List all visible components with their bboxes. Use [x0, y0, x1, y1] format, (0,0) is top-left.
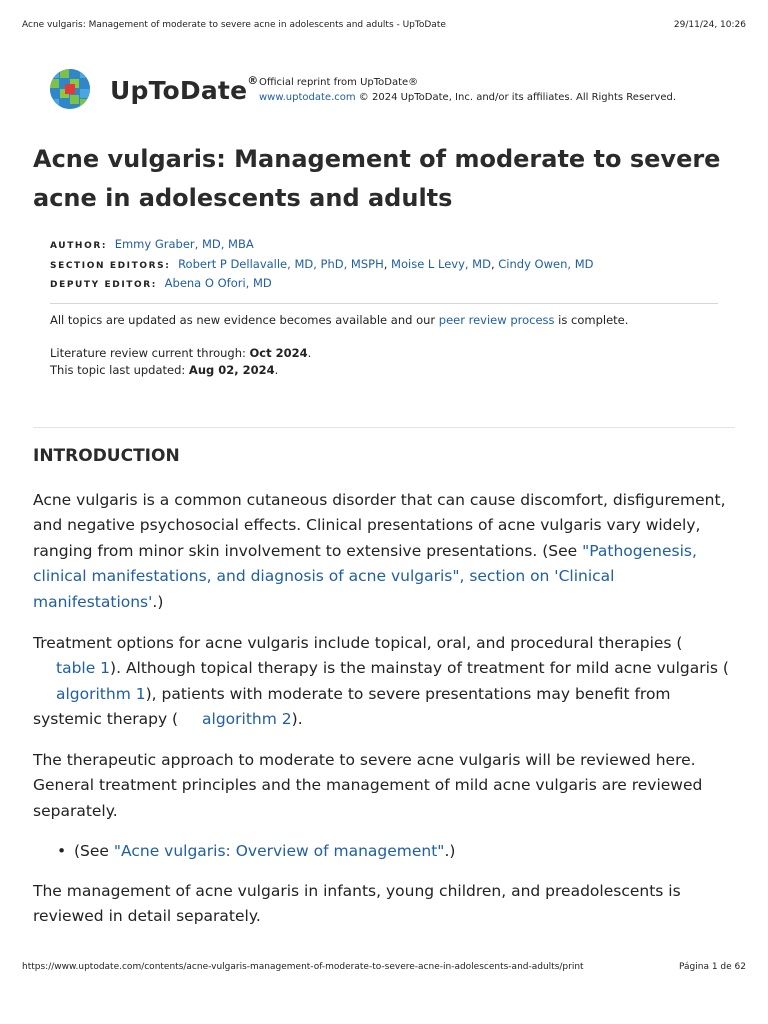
- review-dates: Literature review current through: Oct 2024. This topic last updated: Aug 02, 2024.: [50, 346, 312, 377]
- section-editor-link[interactable]: Robert P Dellavalle, MD, PhD, MSPH: [178, 256, 384, 271]
- brand-name: UpToDate®: [110, 73, 259, 105]
- deputy-editor-link[interactable]: Abena O Ofori, MD: [164, 276, 272, 290]
- page-number: Página 1 de 62: [679, 962, 746, 972]
- print-footer-url: https://www.uptodate.com/contents/acne-vulgaris-management-of-moderate-to-severe-acne-in-adolescents-and-adults/print: [22, 962, 584, 972]
- author-link[interactable]: Emmy Graber, MD, MBA: [114, 237, 254, 251]
- uptodate-site-link[interactable]: www.uptodate.com: [259, 92, 356, 103]
- reprint-notice: [259, 75, 676, 105]
- paragraph: The management of acne vulgaris in infants, young children, and preadolescents is reviewed in detail separately.: [33, 882, 681, 926]
- list-item: • (See "Acne vulgaris: Overview of management".): [57, 839, 455, 864]
- algorithm-1-link[interactable]: algorithm 1: [56, 684, 146, 703]
- update-notice: All topics are updated as new evidence becomes available and our peer review process is complete.: [50, 313, 629, 327]
- print-header-title: Acne vulgaris: Management of moderate to severe acne in adolescents and adults - UpToDate: [22, 20, 446, 30]
- pathogenesis-link[interactable]: "Pathogenesis, clinical manifestations, and diagnosis of acne vulgaris", section on 'Clinical manifestations': [33, 541, 697, 611]
- paragraph: The therapeutic approach to moderate to severe acne vulgaris will be reviewed here. General treatment principles and the management of mild acne vulgaris are reviewed separately.: [33, 751, 703, 820]
- reprint-line: Official reprint from UpToDate®: [259, 77, 419, 88]
- section-editors-label: SECTION EDITORS:: [50, 260, 171, 271]
- bullet-icon: •: [57, 842, 67, 860]
- print-header-datetime: 29/11/24, 10:26: [673, 20, 746, 30]
- peer-review-link[interactable]: peer review process: [438, 313, 555, 327]
- divider: [50, 303, 718, 304]
- overview-link[interactable]: "Acne vulgaris: Overview of management": [113, 842, 445, 860]
- copyright-text: © 2024 UpToDate, Inc. and/or its affiliates. All Rights Reserved.: [358, 92, 677, 103]
- table-1-link[interactable]: table 1: [56, 659, 111, 678]
- section-heading: INTRODUCTION: [33, 446, 180, 466]
- author-label: AUTHOR:: [50, 241, 108, 251]
- section-editor-link[interactable]: Moise L Levy, MD: [391, 256, 491, 271]
- lit-review-label: Literature review current through:: [50, 346, 250, 360]
- print-footer: [22, 962, 746, 972]
- paragraph: Acne vulgaris is a common cutaneous disorder that can cause discomfort, disfigurement, and negative psychosocial effects. Clinical presentations of acne vulgaris vary widely, ranging from minor skin involvement to extensive presentations. (See "Pathogenesis, clinical manifestations, and diagnosis of acne vulgaris", section on 'Clinical manifestations'.): [33, 491, 726, 611]
- paragraph: Treatment options for acne vulgaris include topical, oral, and procedural therapies ( table 1). Although topical therapy is the mainstay of treatment for mild acne vulgaris ( algorithm 1), patients with moderate to severe presentations may benefit from systemic therapy ( algorithm 2).: [33, 634, 729, 729]
- section-editor-link[interactable]: Cindy Owen, MD: [498, 256, 594, 271]
- brand-block[interactable]: [48, 68, 258, 112]
- article-contributors: AUTHOR: Emmy Graber, MD, MBA SECTION EDITORS: Robert P Dellavalle, MD, PhD, MSPH, Moise L Levy, MD, Cindy Owen, MD DEPUTY EDITOR: Abena O Ofori, MD: [50, 237, 594, 290]
- algorithm-2-link[interactable]: algorithm 2: [202, 710, 292, 729]
- print-header: [22, 20, 746, 30]
- uptodate-logo-icon: [48, 68, 92, 112]
- article-title: Acne vulgaris: Management of moderate to severe acne in adolescents and adults: [33, 145, 721, 212]
- divider: [33, 427, 735, 428]
- lit-review-date: Oct 2024: [249, 346, 308, 360]
- last-updated-date: Aug 02, 2024: [188, 363, 275, 377]
- deputy-editor-label: DEPUTY EDITOR:: [50, 280, 157, 290]
- last-updated-label: This topic last updated:: [50, 363, 189, 377]
